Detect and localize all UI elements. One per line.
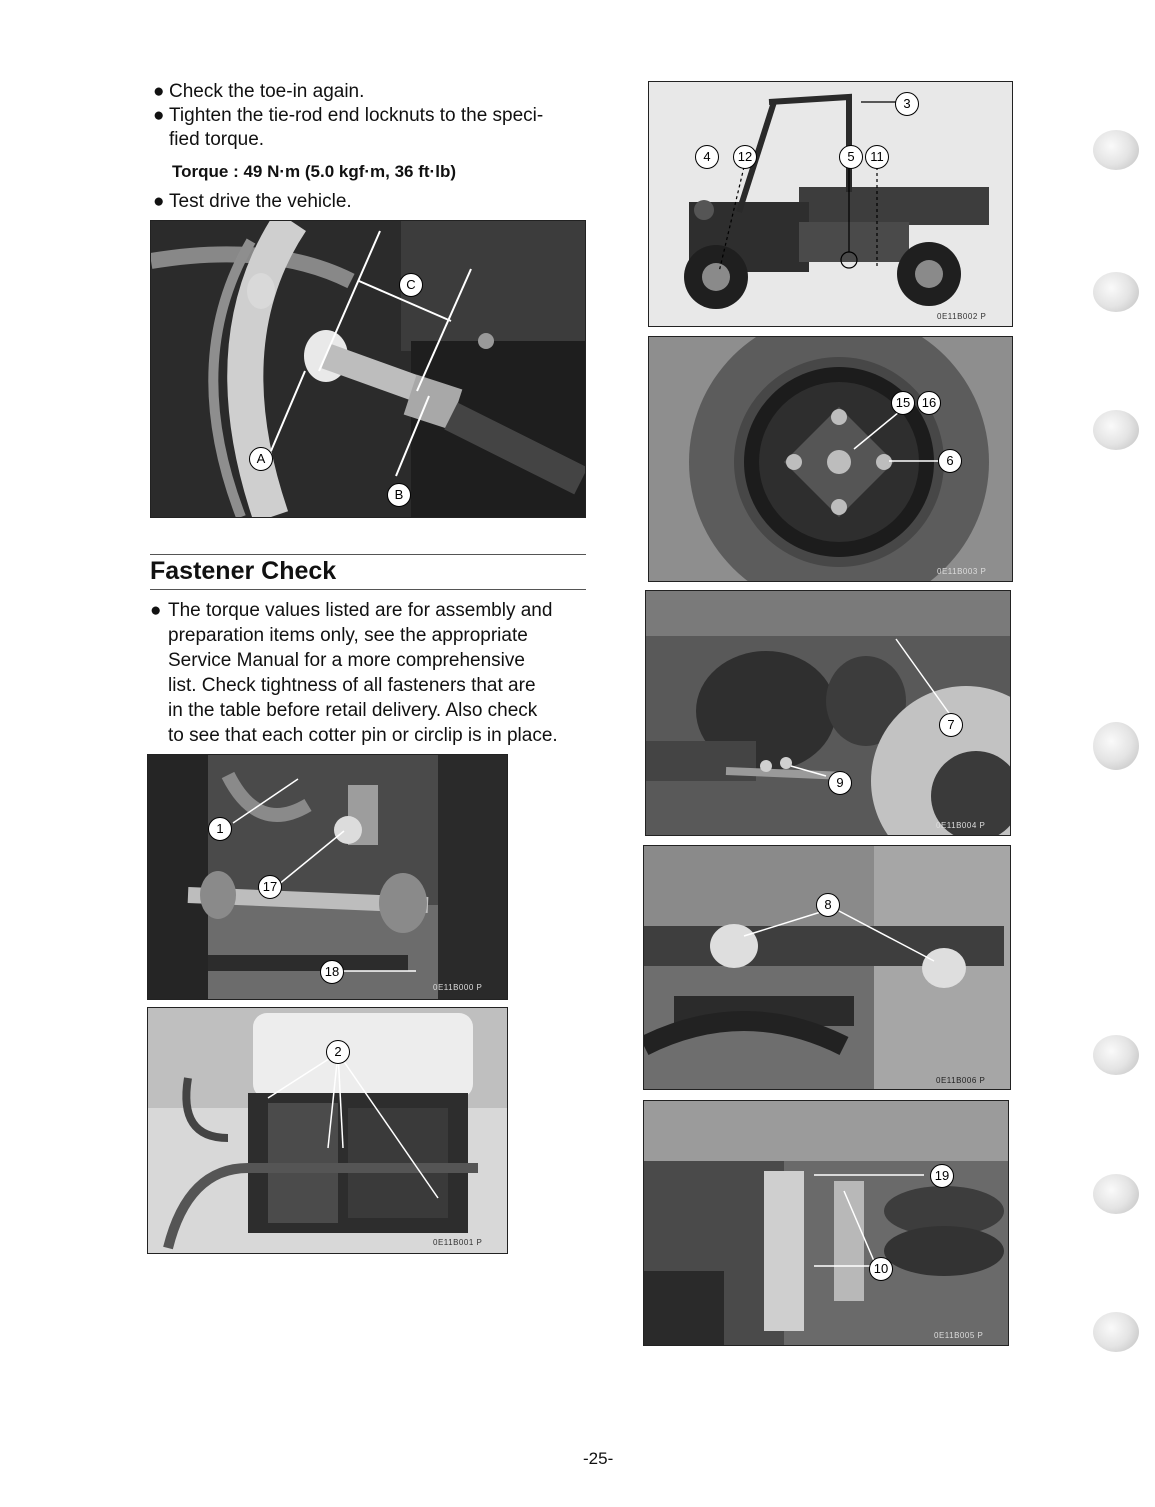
paragraph-line: in the table before retail delivery. Also check (168, 700, 538, 721)
bullet-text: Tighten the tie-rod end locknuts to the speci- (169, 105, 544, 126)
binder-hole (1093, 722, 1139, 770)
figure-code: 0E11B004 P (936, 821, 986, 830)
callout-label: 3 (895, 92, 919, 116)
bullet-text: Test drive the vehicle. (169, 191, 352, 212)
paragraph-text: The torque values listed are for assembly and (168, 600, 553, 621)
figure-code: 0E11B006 P (936, 1076, 986, 1085)
callout-label: 8 (816, 893, 840, 917)
fastener-paragraph (150, 598, 586, 748)
paragraph-line: list. Check tightness of all fasteners that are (168, 675, 536, 696)
figure-code: 0E11B005 P (934, 1331, 984, 1340)
callout-label: B (387, 483, 411, 507)
bullet-dot: ● (153, 81, 165, 102)
figure-code: 0E11B003 P (937, 567, 987, 576)
frame-illustration (644, 846, 1010, 1089)
seat-photo (147, 1007, 508, 1254)
tierod-illustration (151, 221, 585, 517)
callout-label: 1 (208, 817, 232, 841)
figure-code: 0E11B002 P (937, 312, 987, 321)
vehicle-photo (648, 81, 1013, 327)
bullet-dot: ● (150, 600, 162, 621)
bullet-text: fied torque. (169, 129, 265, 150)
callout-label: 7 (939, 713, 963, 737)
wheel-photo (648, 336, 1013, 582)
section-divider (150, 554, 586, 555)
vehicle-illustration (649, 82, 1012, 326)
callout-label: 15 (891, 391, 915, 415)
paragraph-line: to see that each cotter pin or circlip is in place. (168, 725, 558, 746)
callout-label: 16 (917, 391, 941, 415)
axle-photo (147, 754, 508, 1000)
figure-code: 0E11B001 P (433, 1238, 483, 1247)
callout-label: 12 (733, 145, 757, 169)
paragraph-line: Service Manual for a more comprehensive (168, 650, 525, 671)
callout-label: 2 (326, 1040, 350, 1064)
torque-spec: Torque : 49 N·m (5.0 kgf·m, 36 ft·lb) (172, 162, 456, 181)
bullet-test-drive (153, 190, 352, 214)
callout-label: 17 (258, 875, 282, 899)
callout-label: 18 (320, 960, 344, 984)
callout-label: 10 (869, 1257, 893, 1281)
section-title: Fastener Check (150, 557, 337, 585)
suspension-photo (643, 1100, 1009, 1346)
frame-photo (643, 845, 1011, 1090)
bullet-dot: ● (153, 105, 165, 126)
binder-hole (1093, 1035, 1139, 1075)
paragraph-line (150, 598, 586, 623)
engine-photo (645, 590, 1011, 836)
bullet-text: Check the toe-in again. (169, 81, 365, 102)
binder-hole (1093, 1312, 1139, 1352)
callout-label: A (249, 447, 273, 471)
page-number: -25- (583, 1449, 614, 1468)
suspension-illustration (644, 1101, 1008, 1345)
callout-label: 9 (828, 771, 852, 795)
binder-hole (1093, 130, 1139, 170)
callout-label: 11 (865, 145, 889, 169)
binder-hole (1093, 410, 1139, 450)
section-underline (150, 589, 586, 590)
bullet-dot: ● (153, 191, 165, 212)
callout-label: 19 (930, 1164, 954, 1188)
bullet-tighten-locknuts (153, 104, 543, 128)
figure-code: 0E11B000 P (433, 983, 483, 992)
binder-hole (1093, 272, 1139, 312)
paragraph-line: preparation items only, see the appropriate (168, 625, 528, 646)
tierod-photo (150, 220, 586, 518)
callout-label: C (399, 273, 423, 297)
bullet-continuation (169, 128, 264, 152)
callout-label: 6 (938, 449, 962, 473)
callout-label: 5 (839, 145, 863, 169)
bullet-check-toe-in (153, 80, 364, 104)
binder-hole (1093, 1174, 1139, 1214)
callout-label: 4 (695, 145, 719, 169)
